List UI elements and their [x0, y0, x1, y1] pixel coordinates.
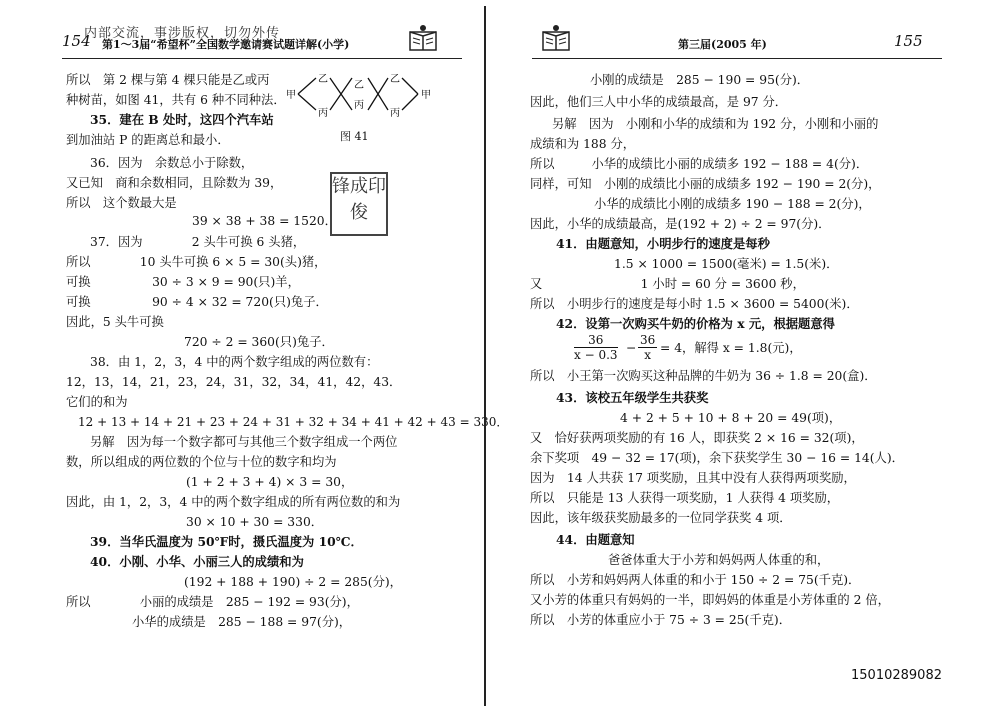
text-line: 另解 因为 小刚和小华的成绩和为 192 分，小刚和小丽的: [552, 117, 879, 131]
text-line: 余下奖项 49 − 32 = 17(项)，余下获奖学生 30 − 16 = 14(人)．: [530, 451, 904, 465]
fig-label-jia: 甲: [286, 90, 296, 101]
left-header: [62, 30, 462, 59]
book-icon: [407, 24, 439, 54]
text-line: 所以 小华的成绩比小丽的成绩多 192 − 188 = 4(分)．: [530, 157, 869, 171]
right-header-title: 第三届(2005 年): [678, 38, 767, 51]
copyright-notice: 内部交流，事涉版权，切勿外传: [84, 26, 281, 41]
text-line: 43．该校五年级学生共获奖: [556, 390, 709, 405]
text-line: 同样，可知 小刚的成绩比小丽的成绩多 192 − 190 = 2(分)，: [530, 177, 881, 191]
text-line: 1.5 × 1000 = 1500(毫米) = 1.5(米)．: [614, 257, 839, 271]
text-line: 又小芳的体重只有妈妈的一半，即妈妈的体重是小芳体重的 2 倍，: [530, 593, 890, 607]
text-line: (192 + 188 + 190) ÷ 2 = 285(分)，: [184, 575, 402, 589]
text-line: 因此，他们三人中小华的成绩最高，是 97 分．: [530, 95, 788, 109]
book-icon: [540, 24, 572, 54]
text-line: 种树苗，如图 41，共有 6 种不同种法．: [66, 93, 286, 107]
text-line: 它们的和为: [66, 395, 128, 409]
text-line: 又已知 商和余数相同，且除数为 39，: [66, 176, 283, 190]
text-line: 另解 因为每一个数字都可与其他三个数字组成一个两位: [90, 435, 398, 449]
text-line: 因此，该年级获奖励最多的一位同学获奖 4 项．: [530, 511, 792, 525]
fig-label-jia: 甲: [421, 90, 431, 101]
right-header: [532, 30, 942, 59]
text-line: 所以 第 2 棵与第 4 棵只能是乙或丙: [66, 73, 270, 87]
text-line: 所以 只能是 13 人获得一项奖励，1 人获得 4 项奖励，: [530, 491, 840, 505]
text-line: 12，13，14，21，23，24，31，32，34，41，42，43．: [66, 375, 402, 389]
text-line: 成绩和为 188 分，: [530, 137, 636, 151]
fig-label-bing: 丙: [390, 108, 400, 119]
page-gutter: [484, 6, 490, 706]
fraction-1-denominator: x − 0.3: [574, 348, 618, 362]
text-line: 所以 10 头牛可换 6 × 5 = 30(头)猪，: [66, 255, 327, 269]
text-line: 所以 小丽的成绩是 285 − 192 = 93(分)，: [66, 595, 359, 609]
fig-label-yi: 乙: [318, 74, 328, 85]
fraction-2: [638, 333, 657, 362]
text-line: 小华的成绩比小刚的成绩多 190 − 188 = 2(分)，: [594, 197, 871, 211]
figure-caption: 图 41: [340, 130, 369, 143]
text-line: 40．小刚、小华、小丽三人的成绩和为: [90, 554, 304, 569]
phone-number: 15010289082: [851, 668, 942, 683]
text-line: 数，所以组成的两位数的个位与十位的数字和均为: [66, 455, 337, 469]
text-line: 又 1 小时 = 60 分 = 3600 秒，: [530, 277, 805, 291]
fraction-1-numerator: 36: [574, 333, 618, 348]
text-line: 42．设第一次购买牛奶的价格为 x 元，根据题意得: [556, 316, 835, 331]
text-line: 所以 小芳的体重应小于 75 ÷ 3 = 25(千克)．: [530, 613, 792, 627]
fig-label-bing: 丙: [318, 108, 328, 119]
text-line: 35．建在 B 处时，这四个汽车站: [90, 112, 274, 127]
fig-label-yi: 乙: [390, 74, 400, 85]
text-line: 38．由 1，2，3，4 中的两个数字组成的两位数有：: [90, 355, 379, 369]
text-line: 爸爸体重大于小芳和妈妈两人体重的和，: [608, 553, 830, 567]
text-line: 39．当华氏温度为 50℉时，摄氏温度为 10℃．: [90, 534, 363, 549]
equation-tail: = 4，解得 x = 1.8(元)，: [660, 341, 802, 355]
text-line: 因为 14 人共获 17 项奖励，且其中没有人获得两项奖励，: [530, 471, 856, 485]
right-page-number: 155: [894, 32, 923, 50]
text-line: 36．因为 余数总小于除数，: [90, 156, 254, 170]
text-line: 30 × 10 + 30 = 330．: [186, 515, 324, 529]
text-line: 44．由题意知: [556, 532, 635, 547]
text-line: 12 + 13 + 14 + 21 + 23 + 24 + 31 + 32 + 34 + 41 + 42 + 43 = 330．: [78, 415, 509, 429]
right-page: 第三届(2005 年) 155 小刚的成绩是 285 − 190 = 95(分)． 因此，他们三人中小华的成绩最高，是 97 分． 另解 因为 小刚和小华的成绩和为 192 分，小刚和小丽的 成绩和为 188 分， 所以 小华的成绩比小丽的成绩多 192 − 188 = 4(分)． 同样，可知 小刚的成绩比小丽的成绩多 192 − 190 = 2(分)， 小华的成绩比小刚的成绩多 190 − 188 = 2(分)， 因此，小华的成绩最高，是(192 + 2) ÷ 2 = 97(分)． 41．由题意知，小明步行的速度是每秒 1.5 × 1000 = 1500(毫米) = 1.5(米)． 又 1 小时 = 60 分 = 3600 秒， 所以 小明步行的速度是每小时 1.5 × 3600 = 5400(米)． 42．设第一次购买牛奶的价格为 x 元，根据题意得 $\frac{36}{x - 0.3}$ − $\frac{36}{x}$ = 4，解得 x = 1.8(元)， 所以 小王第一次购买这种品牌的牛奶为 36 ÷ 1.8 = 20(盒)． 43．该校五年级学生共获奖 4 + 2 + 5 + 10 + 8 + 20 = 49(项)， 又 恰好获两项奖励的有 16 人，即获奖 2 × 16 = 32(项)， 余下奖项 49 − 32 = 17(项)，余下获奖学生 30 − 16 = 14(人)． 因为 14 人共获 17 项奖励，且其中没有人获得两项奖励， 所以 只能是 13 人获得一项奖励，1 人获得 4 项奖励， 因此，该年级获奖励最多的一位同学获奖 4 项． 44．由题意知 爸爸体重大于小芳和妈妈两人体重的和， 所以 小芳和妈妈两人体重的和小于 150 ÷ 2 = 75(千克)． 又小芳的体重只有妈妈的一半，即妈妈的体重是小芳体重的 2 倍， 所以 小芳的体重应小于 75 ÷ 3 = 25(千克)．: [492, 0, 1000, 707]
text-line: 720 ÷ 2 = 360(只)兔子．: [184, 335, 334, 349]
fig-label-bing: 丙: [354, 100, 364, 111]
seal-stamp: 锋成印俊: [330, 172, 388, 236]
text-line: 所以 小芳和妈妈两人体重的和小于 150 ÷ 2 = 75(千克)．: [530, 573, 861, 587]
text-line: 37．因为 2 头牛可换 6 头猪，: [90, 235, 306, 249]
figure-41-tree-diagram: [284, 66, 436, 124]
text-line: 又 恰好获两项奖励的有 16 人，即获奖 2 × 16 = 32(项)，: [530, 431, 864, 445]
fraction-2-denominator: x: [644, 348, 652, 362]
left-header-title: 第1～3届“希望杯”全国数学邀请赛试题详解(小学): [102, 38, 350, 51]
text-line: 因此，由 1，2，3，4 中的两个数字组成的所有两位数的和为: [66, 495, 401, 509]
text-line: (1 + 2 + 3 + 4) × 3 = 30，: [186, 475, 354, 489]
fraction-1: [574, 333, 618, 362]
text-line: 所以 小王第一次购买这种品牌的牛奶为 36 ÷ 1.8 = 20(盒)．: [530, 369, 877, 383]
fig-label-yi: 乙: [354, 80, 364, 91]
text-line: 39 × 38 + 38 = 1520．: [192, 214, 337, 228]
text-line: 可换 30 ÷ 3 × 9 = 90(只)羊，: [66, 275, 300, 289]
text-line: 小刚的成绩是 285 − 190 = 95(分)．: [590, 73, 810, 87]
text-line: 所以 这个数最大是: [66, 196, 177, 210]
fraction-2-numerator: 36: [640, 333, 656, 347]
text-line: 因此，5 头牛可换: [66, 315, 164, 329]
text-line: 所以 小明步行的速度是每小时 1.5 × 3600 = 5400(米)．: [530, 297, 859, 311]
left-page-number: 154: [62, 32, 91, 50]
text-line: 可换 90 ÷ 4 × 32 = 720(只)兔子．: [66, 295, 328, 309]
text-line: 到加油站 P 的距离总和最小．: [66, 133, 230, 147]
text-line: 因此，小华的成绩最高，是(192 + 2) ÷ 2 = 97(分)．: [530, 217, 831, 231]
text-line: 4 + 2 + 5 + 10 + 8 + 20 = 49(项)，: [620, 411, 842, 425]
text-line: 小华的成绩是 285 − 188 = 97(分)，: [132, 615, 352, 629]
text-line: 41．由题意知，小明步行的速度是每秒: [556, 236, 770, 251]
